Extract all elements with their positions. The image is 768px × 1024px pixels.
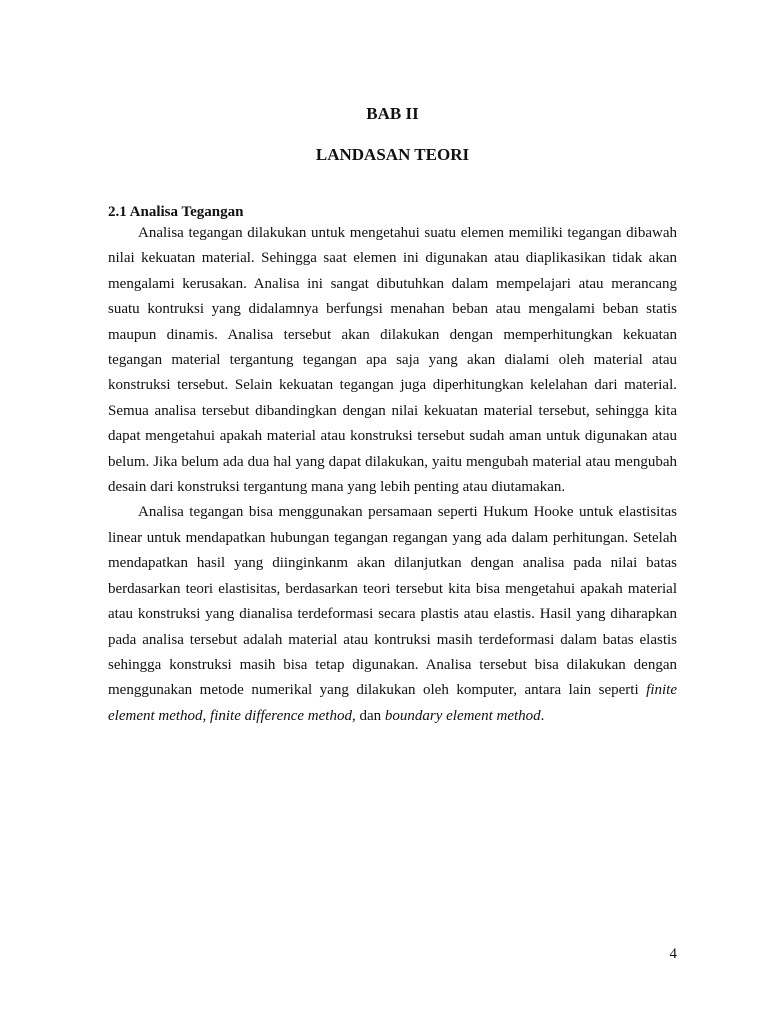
paragraph-2	[108, 500, 677, 729]
chapter-title: LANDASAN TEORI	[315, 145, 470, 164]
paragraph-2-comma: ,	[351, 707, 360, 724]
paragraph-2-conjunction: dan	[359, 707, 382, 724]
paragraph-2-text: Analisa tegangan bisa menggunakan persamaan seperti Hukum Hooke untuk elastisitas linear untuk mendapatkan hubungan tegangan regangan yang ada dalam perhitungan. Setelah mendapatkan hasil yang diinginkanm akan dilanjutkan dengan analisa pada nilai batas berdasarkan teori elastisitas, berdasarkan teori tersebut kita bisa mengetahui apakah material atau konstruksi yang dianalisa terdeformasi secara plastis atau elastis. Hasil yang diharapkan pada analisa tersebut adalah material atau kontruksi masih terdeformasi dalam batas elastis sehingga konstruksi masih bisa tetap digunakan. Analisa tersebut bisa dilakukan dengan menggunakan metode numerikal yang dilakukan oleh komputer, antara lain seperti	[108, 504, 677, 699]
page-number: 4	[669, 946, 677, 962]
chapter-number: BAB II	[366, 104, 419, 123]
paragraph-1: Analisa tegangan dilakukan untuk mengetahui suatu elemen memiliki tegangan dibawah nilai kekuatan material. Sehingga saat elemen ini digunakan atau diaplikasikan tidak akan mengalami kerusakan. Analisa ini sangat dibutuhkan dalam mempelajari atau merancang suatu kontruksi yang didalamnya berfungsi menahan beban atau mengalami beban statis maupun dinamis. Analisa tersebut akan dilakukan dengan memperhitungkan kekuatan tegangan material tergantung tegangan apa saja yang akan dialami oleh material atau konstruksi tersebut. Selain kekuatan tegangan juga diperhitungkan kelelahan dari material. Semua analisa tersebut dibandingkan dengan nilai kekuatan material tersebut, sehingga kita dapat mengetahui apakah material atau konstruksi tersebut sudah aman untuk digunakan atau belum. Jika belum ada dua hal yang dapat dilakukan, yaitu mengubah material atau mengubah desain dari konstruksi tergantung mana yang lebih penting atau diutamakan.	[108, 225, 677, 496]
paragraph-2-period: .	[540, 707, 545, 724]
chapter-body	[108, 203, 677, 729]
paragraph-2-boundary-italic: boundary element method	[384, 707, 541, 724]
section-heading: 2.1 Analisa Tegangan	[108, 204, 244, 220]
paragraph-2-methods-italic: finite element method, finite difference method	[108, 682, 677, 724]
